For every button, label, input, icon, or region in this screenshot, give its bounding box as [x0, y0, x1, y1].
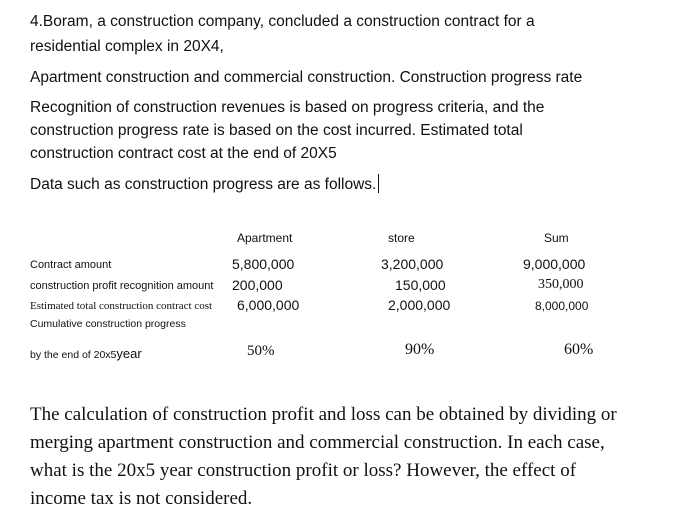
cell-estimated-store: 2,000,000: [388, 297, 451, 313]
cell-profit-store: 150,000: [395, 277, 446, 293]
progress-label-suffix: year: [116, 346, 142, 361]
cell-estimated-sum: 8,000,000: [535, 299, 589, 313]
text-cursor: [378, 174, 379, 193]
intro-line-4: Recognition of construction revenues is based on progress criteria, and the: [30, 99, 545, 116]
header-store: store: [388, 231, 415, 245]
row-label-progress: [30, 345, 142, 363]
intro-line-5: construction progress rate is based on the cost incurred. Estimated total: [30, 122, 523, 139]
header-sum: Sum: [544, 231, 569, 245]
header-apartment: Apartment: [237, 231, 293, 245]
question-line-2: merging apartment construction and commercial construction. In each case,: [30, 432, 605, 453]
cell-profit-sum: 350,000: [538, 277, 584, 292]
intro-line-6: construction contract cost at the end of 20X5: [30, 145, 337, 162]
intro-line-7-text: Data such as construction progress are as follows.: [30, 176, 377, 193]
cell-progress-apartment: 50%: [247, 343, 275, 359]
row-label-cumulative: Cumulative construction progress: [30, 318, 186, 330]
question-line-4: income tax is not considered.: [30, 488, 253, 509]
question-line-3: what is the 20x5 year construction profit or loss? However, the effect of: [30, 460, 577, 481]
cell-estimated-apartment: 6,000,000: [237, 297, 300, 313]
row-label-contract-amount: Contract amount: [30, 259, 112, 271]
intro-line-3: Apartment construction and commercial construction. Construction progress rate: [30, 69, 583, 86]
progress-label-prefix: by the end of 20x5: [30, 349, 117, 361]
cell-contract-sum: 9,000,000: [523, 256, 586, 272]
row-label-estimated-cost: Estimated total construction contract cost: [30, 300, 213, 312]
cell-contract-store: 3,200,000: [381, 256, 444, 272]
question-paragraph: [30, 401, 670, 513]
intro-line-7: [30, 174, 379, 195]
question-line-1: The calculation of construction profit and loss can be obtained by dividing or: [30, 404, 617, 425]
intro-line-1: 4.Boram, a construction company, concluded a construction contract for a: [30, 13, 535, 30]
cell-contract-apartment: 5,800,000: [232, 256, 295, 272]
cell-profit-apartment: 200,000: [232, 277, 283, 293]
row-label-profit-recognition: construction profit recognition amount: [30, 280, 214, 292]
intro-line-2: residential complex in 20X4,: [30, 38, 224, 55]
cell-progress-sum: 60%: [564, 341, 594, 358]
cell-progress-store: 90%: [405, 341, 435, 358]
